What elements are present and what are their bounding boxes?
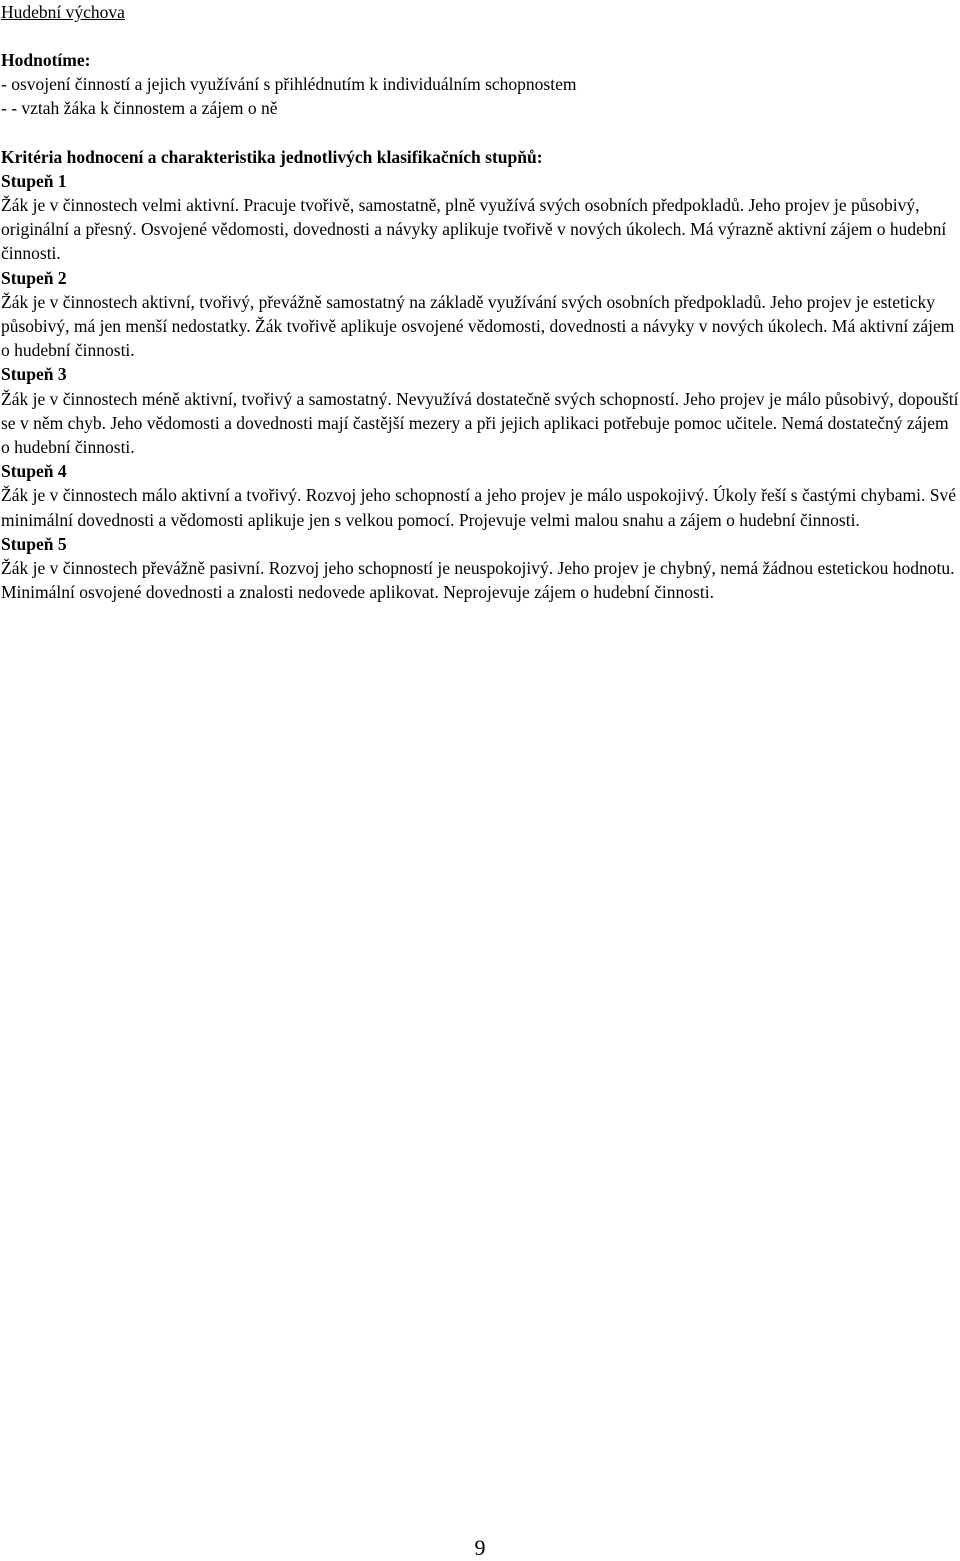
grade-block xyxy=(1,266,959,363)
criteria-heading: Kritéria hodnocení a charakteristika jednotlivých klasifikačních stupňů: xyxy=(1,146,543,167)
grade-description: Žák je v činnostech aktivní, tvořivý, převážně samostatný na základě využívání svých osobních předpokladů. Jeho projev je esteticky působivý, má jen menší nedostatky. Žák tvořivě aplikuje osvojené vědomosti, dovednosti a návyky v nových úkolech. Má aktivní zájem o hudební činnosti. xyxy=(1,291,955,361)
spacer xyxy=(1,121,959,145)
spacer xyxy=(1,24,959,48)
grade-block xyxy=(1,362,959,459)
page-number: 9 xyxy=(474,1535,486,1560)
grade-label: Stupeň 5 xyxy=(1,533,67,554)
assessment-item: - - vztah žáka k činnostem a zájem o ně xyxy=(1,98,278,119)
grade-block xyxy=(1,532,959,605)
assessment-section xyxy=(1,48,959,121)
document-title: Hudební výchova xyxy=(1,2,125,22)
assessment-heading: Hodnotíme: xyxy=(1,50,91,70)
grade-label: Stupeň 2 xyxy=(1,267,67,288)
assessment-item: - osvojení činností a jejich využívání s přihlédnutím k individuálním schopnostem xyxy=(1,74,577,95)
grade-block xyxy=(1,459,959,532)
document-page xyxy=(0,0,959,604)
grade-description: Žák je v činnostech málo aktivní a tvořivý. Rozvoj jeho schopností a jeho projev je málo uspokojivý. Úkoly řeší s častými chybami. Své minimální dovednosti a vědomosti aplikuje jen s velkou pomocí. Projevuje velmi malou snahu a zájem o hudební činnosti. xyxy=(1,485,957,530)
grade-description: Žák je v činnostech velmi aktivní. Pracuje tvořivě, samostatně, plně využívá svých osobních předpokladů. Jeho projev je působivý, originální a přesný. Osvojené vědomosti, dovednosti a návyky aplikuje tvořivě v nových úkolech. Má výrazně aktivní zájem o hudební činnosti. xyxy=(1,195,947,264)
grade-description: Žák je v činnostech méně aktivní, tvořivý a samostatný. Nevyužívá dostatečně svých schopností. Jeho projev je málo působivý, dopouští se v něm chyb. Jeho vědomosti a dovednosti mají častější mezery a při jejich aplikaci potřebuje pomoc učitele. Nemá dostatečný zájem o hudební činnosti. xyxy=(1,388,959,458)
grade-description: Žák je v činnostech převážně pasivní. Rozvoj jeho schopností je neuspokojivý. Jeho projev je chybný, nemá žádnou estetickou hodnotu. Minimální osvojené dovednosti a znalosti nedovede aplikovat. Neprojevuje zájem o hudební činnosti. xyxy=(1,558,955,603)
grade-label: Stupeň 3 xyxy=(1,364,67,385)
grade-block xyxy=(1,169,959,266)
grade-label: Stupeň 4 xyxy=(1,461,67,482)
grade-label: Stupeň 1 xyxy=(1,170,67,191)
criteria-section xyxy=(1,145,959,605)
